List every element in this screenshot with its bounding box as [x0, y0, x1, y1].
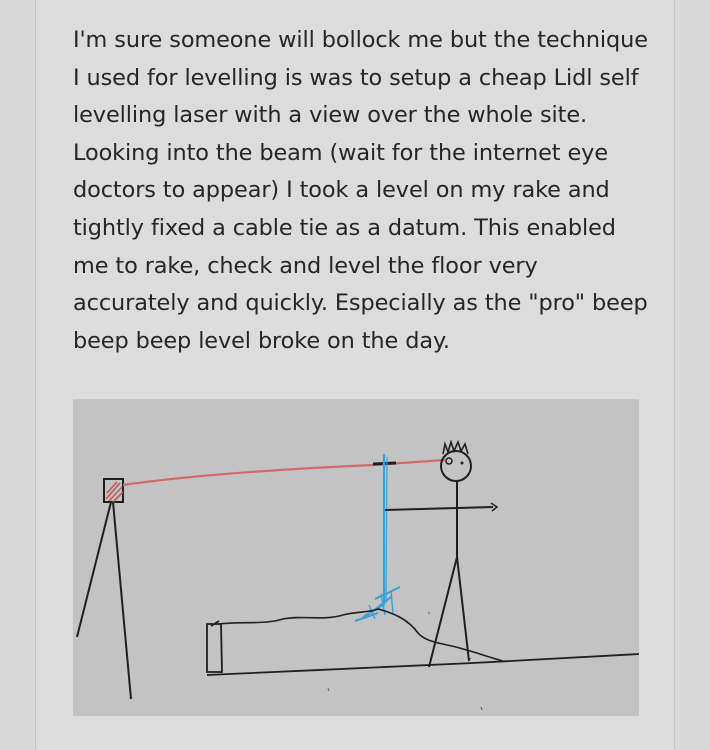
post-body: I'm sure someone will bollock me but the technique I used for levelling is was to setup a cheap Lidl self levelling laser with a view over the whole site. Looking into the beam (wait for the internet eye doctors to appear) I took a level on my rake and tightly fixed a cable tie as a datum. This enabled me to rake, check and level the floor very accurately and quickly. Especially as the "pro" beep beep beep level broke on the day.: [73, 27, 648, 354]
sketch-drawing: [73, 399, 639, 716]
post-attachment-image[interactable]: [73, 399, 639, 716]
post-card: [35, 0, 675, 750]
